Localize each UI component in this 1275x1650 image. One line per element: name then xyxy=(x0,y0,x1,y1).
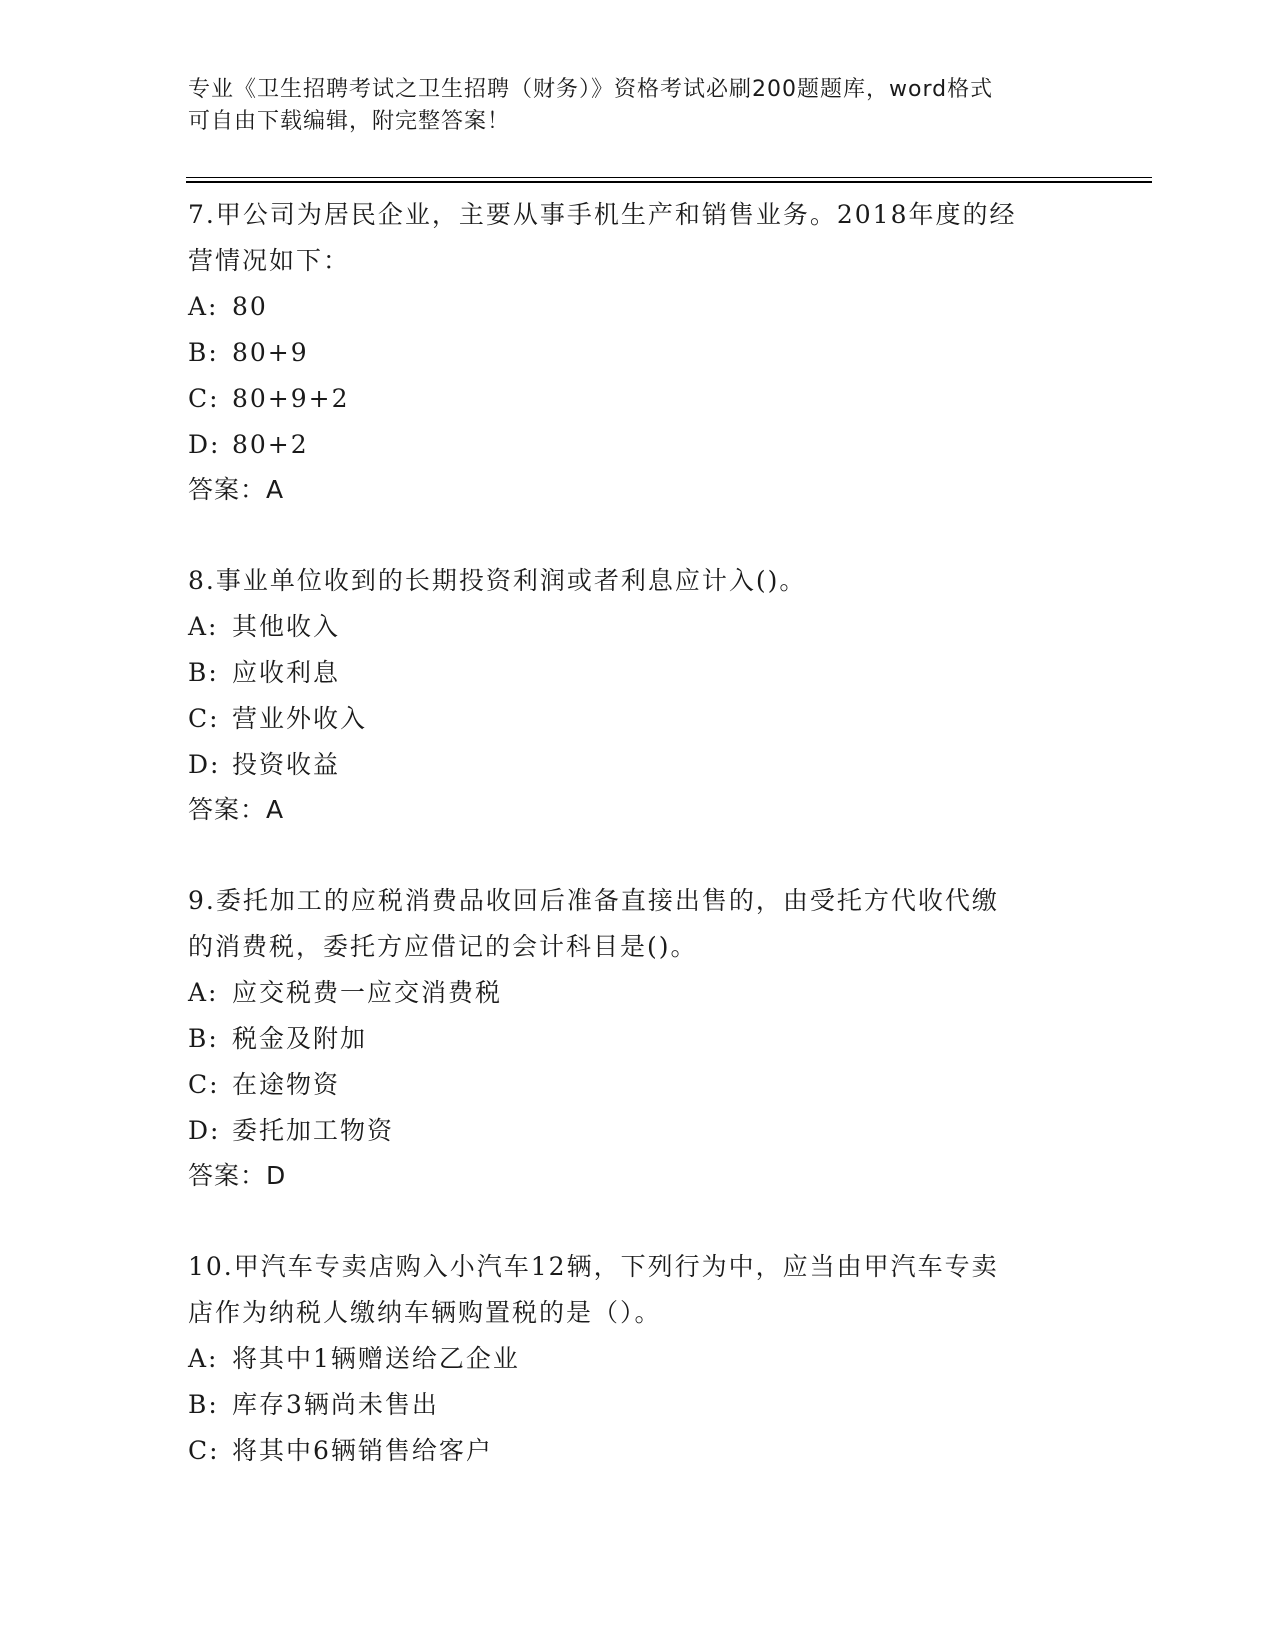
header-divider-thin xyxy=(186,177,1152,178)
question-stem-line-1: 9.委托加工的应税消费品收回后准备直接出售的，由受托方代收代缴 xyxy=(188,886,999,915)
option-key: C: xyxy=(188,704,220,733)
option-a xyxy=(188,1336,1068,1382)
option-d xyxy=(188,422,1068,468)
option-key: C: xyxy=(188,384,220,413)
question-stem-line-1: 10.甲汽车专卖店购入小汽车12辆，下列行为中，应当由甲汽车专卖 xyxy=(188,1252,999,1281)
option-c xyxy=(188,1428,1068,1474)
header-divider-thick xyxy=(186,181,1152,183)
spacer xyxy=(188,832,1068,878)
question-stem-line-1: 7.甲公司为居民企业，主要从事手机生产和销售业务。2018年度的经 xyxy=(188,200,1017,229)
option-b xyxy=(188,650,1068,696)
option-a xyxy=(188,284,1068,330)
option-text: 将其中6辆销售给客户 xyxy=(232,1436,493,1465)
option-key: A: xyxy=(188,978,219,1007)
option-key: A: xyxy=(188,292,219,321)
question-7 xyxy=(188,192,1068,512)
question-stem-line-2: 营情况如下： xyxy=(188,246,351,275)
answer-line: 答案：D xyxy=(188,1161,287,1190)
question-list xyxy=(188,192,1068,1474)
option-a xyxy=(188,604,1068,650)
option-c xyxy=(188,696,1068,742)
option-text: 应交税费一应交消费税 xyxy=(232,978,503,1007)
option-text: 80+2 xyxy=(232,430,309,459)
question-8 xyxy=(188,558,1068,832)
option-key: D: xyxy=(188,750,221,779)
header-line-1: 专业《卫生招聘考试之卫生招聘（财务）》资格考试必刷200题题库，word格式 xyxy=(188,77,994,102)
document-header xyxy=(188,74,1068,138)
option-b xyxy=(188,1016,1068,1062)
option-key: D: xyxy=(188,1116,221,1145)
option-key: A: xyxy=(188,612,219,641)
question-stem-line-1: 8.事业单位收到的长期投资利润或者利息应计入()。 xyxy=(188,566,807,595)
option-b xyxy=(188,330,1068,376)
option-d xyxy=(188,742,1068,788)
option-text: 80+9+2 xyxy=(232,384,350,413)
question-stem-line-2: 的消费税，委托方应借记的会计科目是()。 xyxy=(188,932,698,961)
option-text: 税金及附加 xyxy=(232,1024,368,1053)
option-text: 营业外收入 xyxy=(232,704,368,733)
option-text: 其他收入 xyxy=(232,612,341,641)
option-text: 80+9 xyxy=(232,338,309,367)
option-key: B: xyxy=(188,338,219,367)
option-text: 委托加工物资 xyxy=(232,1116,395,1145)
option-key: A: xyxy=(188,1344,219,1373)
header-line-2: 可自由下载编辑，附完整答案！ xyxy=(188,109,511,134)
option-key: C: xyxy=(188,1436,220,1465)
option-b xyxy=(188,1382,1068,1428)
option-text: 库存3辆尚未售出 xyxy=(232,1390,439,1419)
answer-line: 答案：A xyxy=(188,475,285,504)
option-c xyxy=(188,376,1068,422)
option-key: B: xyxy=(188,1390,219,1419)
option-key: B: xyxy=(188,658,219,687)
spacer xyxy=(188,512,1068,558)
option-key: B: xyxy=(188,1024,219,1053)
option-text: 投资收益 xyxy=(232,750,341,779)
answer-line: 答案：A xyxy=(188,795,285,824)
option-text: 将其中1辆赠送给乙企业 xyxy=(232,1344,520,1373)
question-stem-line-2: 店作为纳税人缴纳车辆购置税的是（）。 xyxy=(188,1298,662,1327)
option-text: 80 xyxy=(232,292,268,321)
option-key: D: xyxy=(188,430,221,459)
question-10 xyxy=(188,1244,1068,1474)
option-text: 在途物资 xyxy=(232,1070,341,1099)
option-a xyxy=(188,970,1068,1016)
option-d xyxy=(188,1108,1068,1154)
option-text: 应收利息 xyxy=(232,658,341,687)
spacer xyxy=(188,1198,1068,1244)
option-key: C: xyxy=(188,1070,220,1099)
option-c xyxy=(188,1062,1068,1108)
question-9 xyxy=(188,878,1068,1198)
